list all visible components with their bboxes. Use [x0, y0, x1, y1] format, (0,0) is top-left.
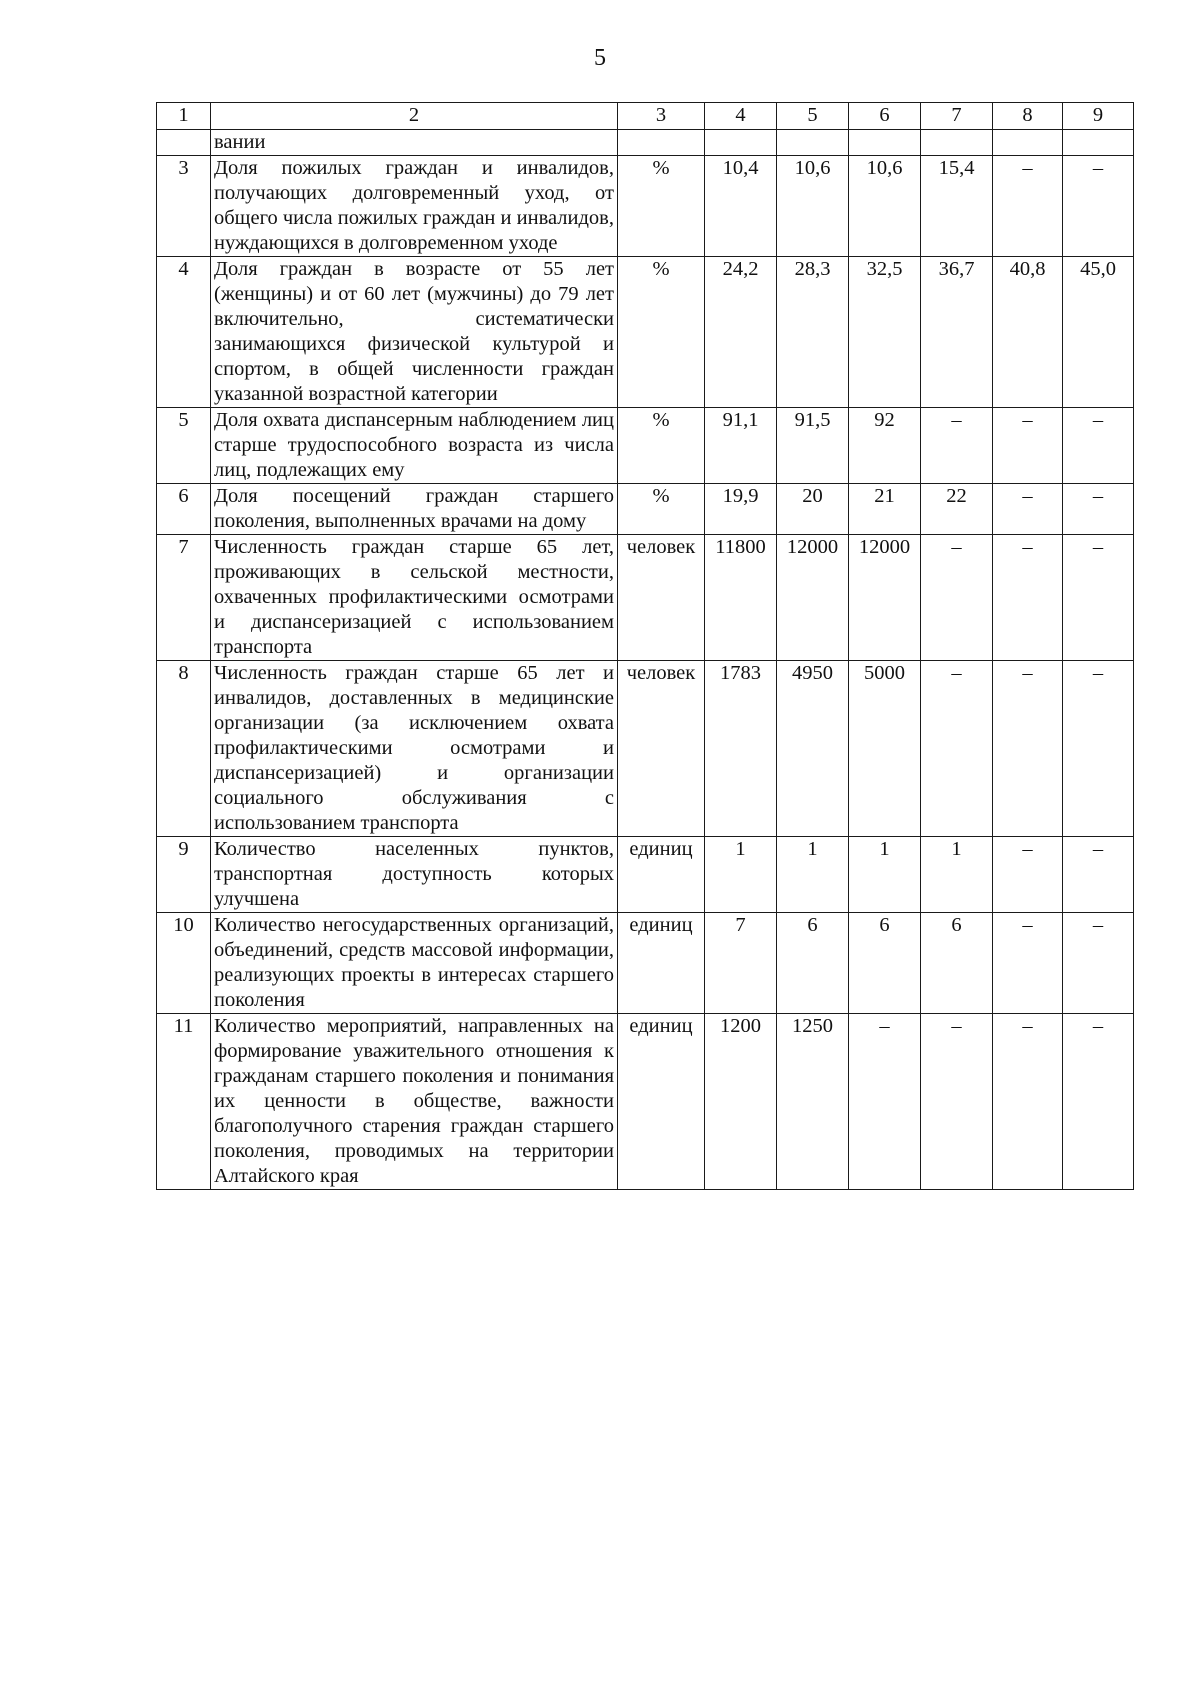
value-cell: 5000: [849, 661, 921, 837]
indicator-name-cell: Доля охвата диспансерным наблюдением лиц старше трудоспособного возраста из числа лиц, подлежащих ему: [211, 408, 618, 484]
value-cell: [993, 130, 1063, 156]
table-row: [157, 408, 1134, 484]
row-number-cell: 10: [157, 913, 211, 1014]
value-cell: –: [1063, 156, 1134, 257]
value-cell: –: [1063, 837, 1134, 913]
row-number-cell: 6: [157, 484, 211, 535]
unit-cell: %: [618, 408, 705, 484]
indicator-name-cell: Доля пожилых граждан и инвалидов, получающих долговременный уход, от общего числа пожилых граждан и инвалидов, нуждающихся в долговременном уходе: [211, 156, 618, 257]
value-cell: –: [921, 1014, 993, 1190]
header-cell: 4: [705, 103, 777, 130]
value-cell: –: [1063, 1014, 1134, 1190]
value-cell: –: [1063, 535, 1134, 661]
header-cell: 1: [157, 103, 211, 130]
table-row: [157, 156, 1134, 257]
table-header-row: [157, 103, 1134, 130]
value-cell: [921, 130, 993, 156]
indicator-name-cell: вании: [211, 130, 618, 156]
indicator-name-cell: Численность граждан старше 65 лет, проживающих в сельской местности, охваченных профилактическими осмотрами и диспансеризацией с использованием транспорта: [211, 535, 618, 661]
header-cell: 9: [1063, 103, 1134, 130]
value-cell: 12000: [777, 535, 849, 661]
table-row: [157, 1014, 1134, 1190]
row-number-cell: 9: [157, 837, 211, 913]
value-cell: [777, 130, 849, 156]
unit-cell: [618, 130, 705, 156]
header-cell: 6: [849, 103, 921, 130]
unit-cell: единиц: [618, 837, 705, 913]
value-cell: –: [993, 484, 1063, 535]
value-cell: –: [993, 837, 1063, 913]
indicator-name-cell: Численность граждан старше 65 лет и инвалидов, доставленных в медицинские организации (за исключением охвата профилактическими осмотрами и диспансеризацией) и организации социального обслуживания с использованием транспорта: [211, 661, 618, 837]
header-cell: 3: [618, 103, 705, 130]
value-cell: –: [1063, 484, 1134, 535]
row-number-cell: 7: [157, 535, 211, 661]
header-cell: 8: [993, 103, 1063, 130]
value-cell: 1200: [705, 1014, 777, 1190]
table-row: [157, 661, 1134, 837]
table-row: [157, 837, 1134, 913]
row-number-cell: 11: [157, 1014, 211, 1190]
value-cell: 36,7: [921, 257, 993, 408]
value-cell: 45,0: [1063, 257, 1134, 408]
row-number-cell: 3: [157, 156, 211, 257]
value-cell: –: [849, 1014, 921, 1190]
value-cell: –: [1063, 408, 1134, 484]
value-cell: 19,9: [705, 484, 777, 535]
unit-cell: человек: [618, 535, 705, 661]
value-cell: 1: [921, 837, 993, 913]
table-row: [157, 484, 1134, 535]
value-cell: 15,4: [921, 156, 993, 257]
value-cell: 1: [849, 837, 921, 913]
indicators-table: [156, 102, 1134, 1190]
table-row-continuation: [157, 130, 1134, 156]
unit-cell: %: [618, 257, 705, 408]
value-cell: 1783: [705, 661, 777, 837]
value-cell: 28,3: [777, 257, 849, 408]
table-row: [157, 913, 1134, 1014]
value-cell: [1063, 130, 1134, 156]
value-cell: 4950: [777, 661, 849, 837]
indicator-name-cell: Доля посещений граждан старшего поколения, выполненных врачами на дому: [211, 484, 618, 535]
value-cell: 20: [777, 484, 849, 535]
page-number: 5: [594, 45, 606, 71]
row-number-cell: 4: [157, 257, 211, 408]
value-cell: 6: [849, 913, 921, 1014]
indicator-name-cell: Доля граждан в возрасте от 55 лет (женщины) и от 60 лет (мужчины) до 79 лет включительно, систематически занимающихся физической культурой и спортом, в общей численности граждан указанной возрастной категории: [211, 257, 618, 408]
value-cell: 40,8: [993, 257, 1063, 408]
unit-cell: человек: [618, 661, 705, 837]
unit-cell: единиц: [618, 1014, 705, 1190]
value-cell: 32,5: [849, 257, 921, 408]
value-cell: 10,6: [777, 156, 849, 257]
value-cell: –: [921, 661, 993, 837]
value-cell: 6: [921, 913, 993, 1014]
value-cell: 11800: [705, 535, 777, 661]
value-cell: 1: [777, 837, 849, 913]
header-cell: 5: [777, 103, 849, 130]
value-cell: –: [1063, 661, 1134, 837]
indicator-name-cell: Количество мероприятий, направленных на формирование уважительного отношения к гражданам старшего поколения и понимания их ценности в обществе, важности благополучного старения граждан старшего поколения, проводимых на территории Алтайского края: [211, 1014, 618, 1190]
value-cell: –: [993, 661, 1063, 837]
value-cell: [705, 130, 777, 156]
indicator-name-cell: Количество населенных пунктов, транспортная доступность которых улучшена: [211, 837, 618, 913]
value-cell: 91,1: [705, 408, 777, 484]
value-cell: 21: [849, 484, 921, 535]
row-number-cell: [157, 130, 211, 156]
value-cell: –: [993, 408, 1063, 484]
value-cell: 6: [777, 913, 849, 1014]
value-cell: 1: [705, 837, 777, 913]
header-cell: 2: [211, 103, 618, 130]
table-row: [157, 257, 1134, 408]
value-cell: –: [993, 1014, 1063, 1190]
value-cell: –: [993, 913, 1063, 1014]
value-cell: 22: [921, 484, 993, 535]
value-cell: 10,4: [705, 156, 777, 257]
value-cell: 92: [849, 408, 921, 484]
value-cell: 10,6: [849, 156, 921, 257]
value-cell: –: [921, 408, 993, 484]
value-cell: –: [921, 535, 993, 661]
value-cell: –: [1063, 913, 1134, 1014]
value-cell: 12000: [849, 535, 921, 661]
header-cell: 7: [921, 103, 993, 130]
unit-cell: единиц: [618, 913, 705, 1014]
value-cell: 24,2: [705, 257, 777, 408]
value-cell: –: [993, 535, 1063, 661]
value-cell: –: [993, 156, 1063, 257]
value-cell: 1250: [777, 1014, 849, 1190]
indicator-name-cell: Количество негосударственных организаций, объединений, средств массовой информации, реализующих проекты в интересах старшего поколения: [211, 913, 618, 1014]
value-cell: 91,5: [777, 408, 849, 484]
unit-cell: %: [618, 156, 705, 257]
value-cell: 7: [705, 913, 777, 1014]
table-row: [157, 535, 1134, 661]
unit-cell: %: [618, 484, 705, 535]
row-number-cell: 8: [157, 661, 211, 837]
value-cell: [849, 130, 921, 156]
row-number-cell: 5: [157, 408, 211, 484]
